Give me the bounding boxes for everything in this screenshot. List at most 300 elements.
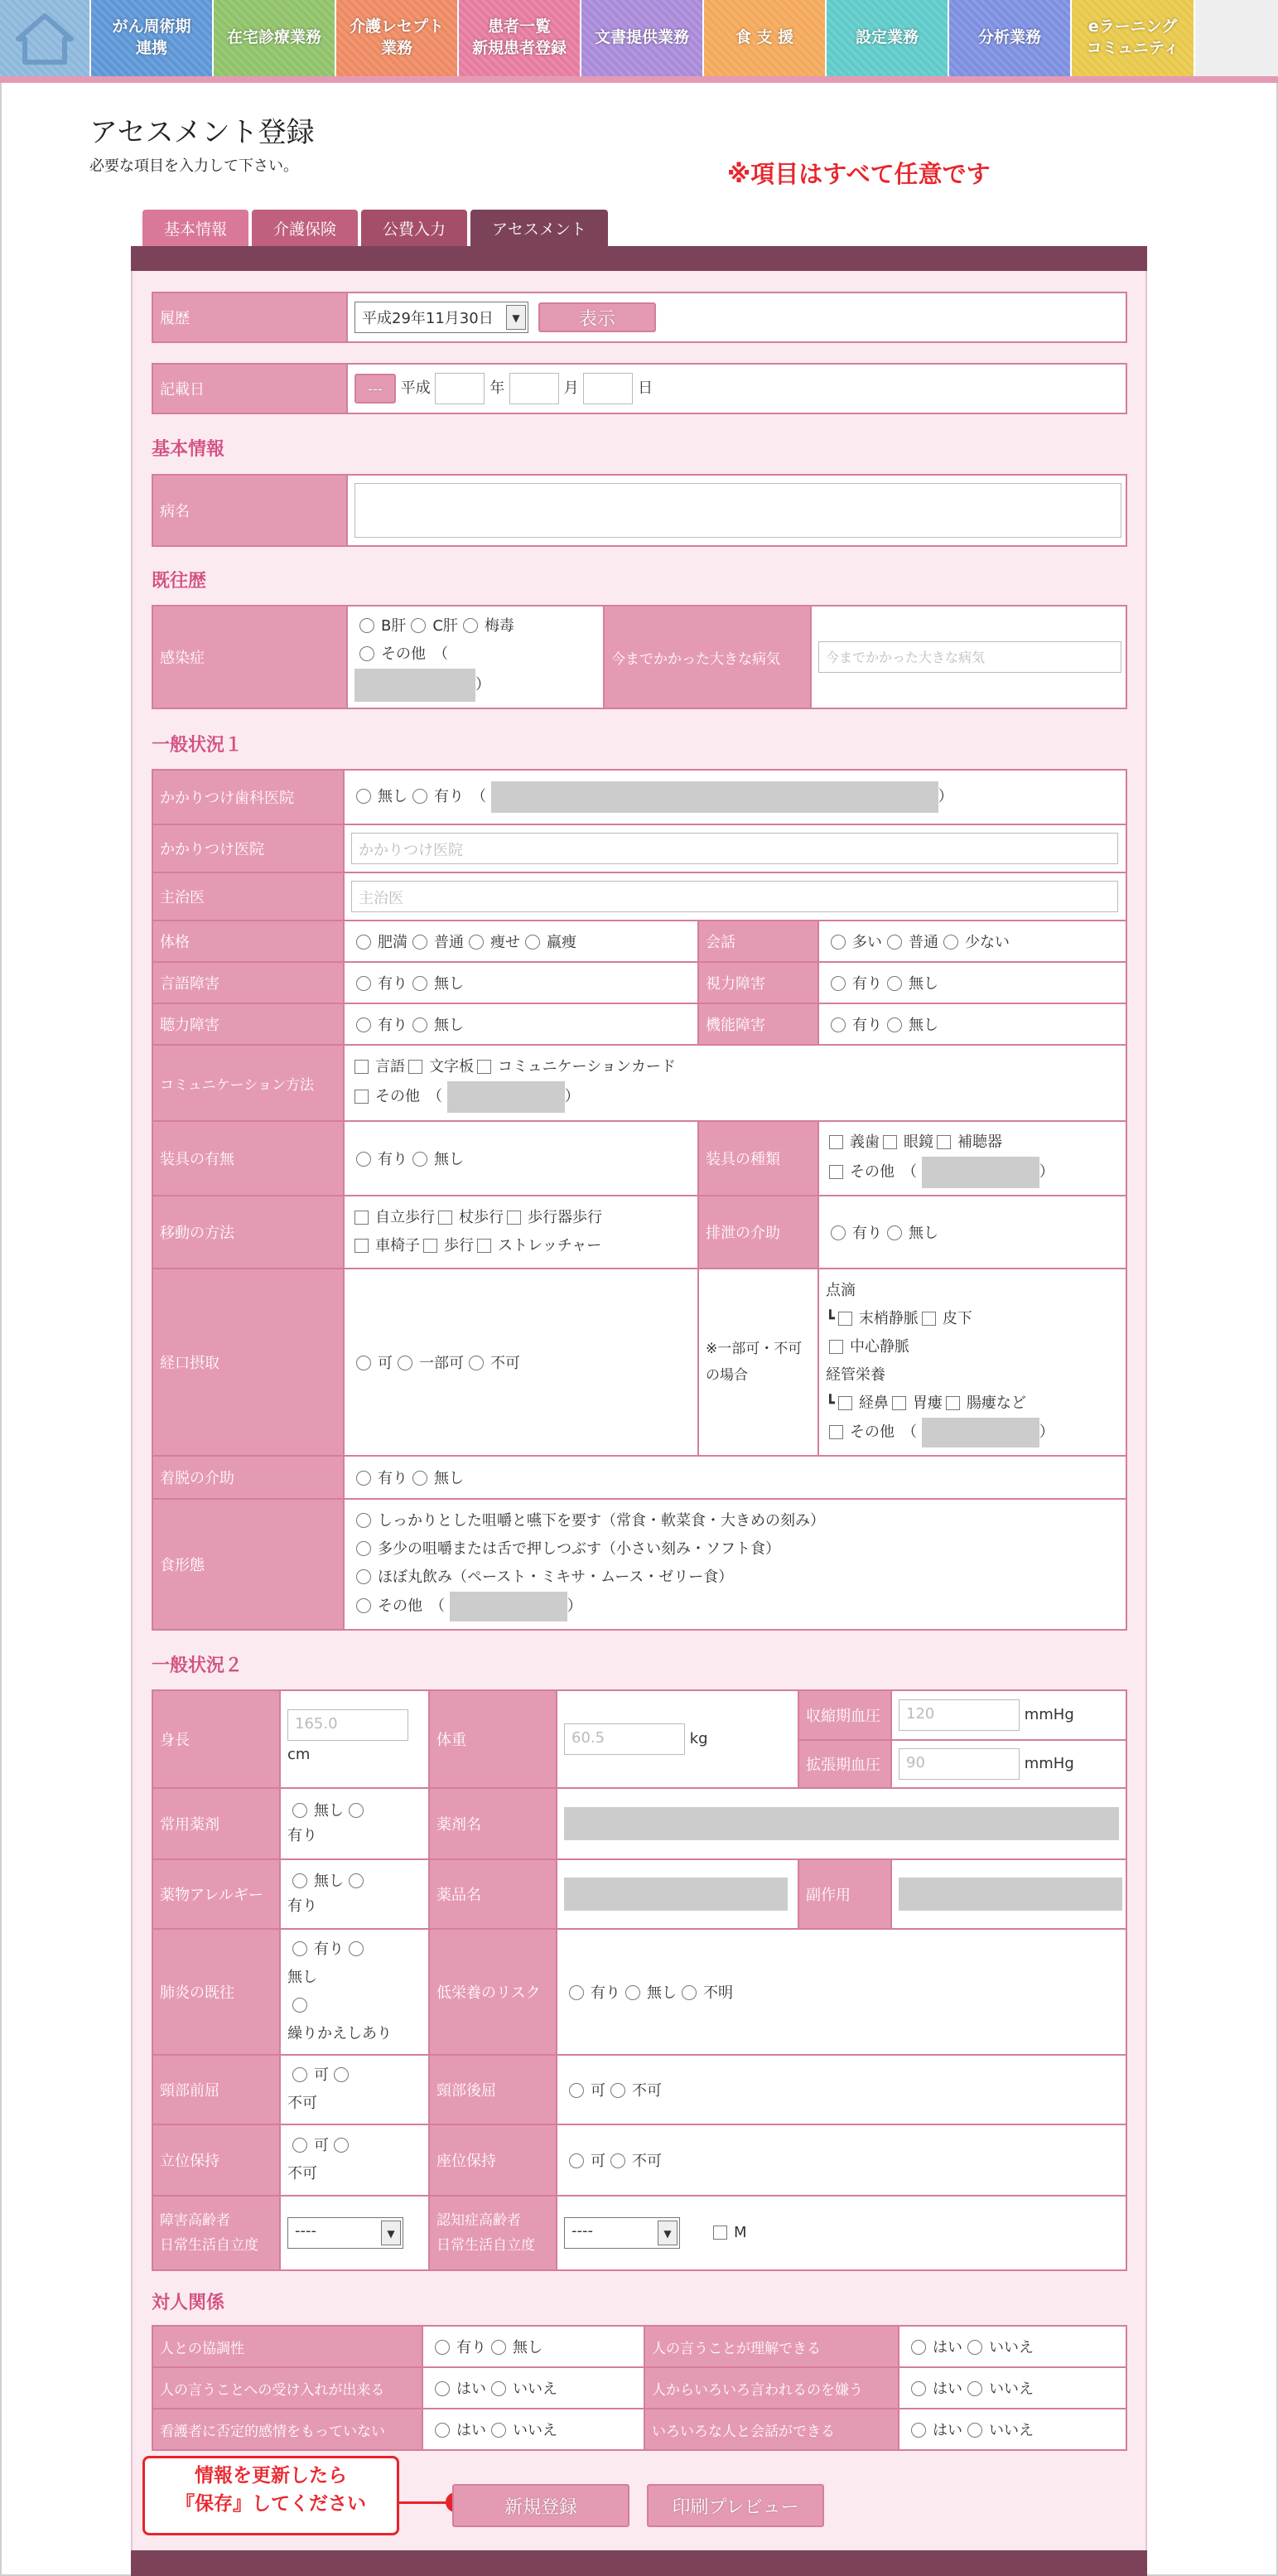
radio-excrete-no[interactable] [887,1225,902,1240]
disease-input[interactable] [354,483,1121,538]
excrete-label: 排泄の介助 [698,1196,818,1269]
func-label: 機能障害 [698,1003,818,1045]
radio-food-other[interactable] [356,1598,371,1613]
radio-talk-1[interactable] [887,935,902,950]
pneumonia-label: 肺炎の既往 [152,1929,280,2055]
disability-select[interactable] [287,2217,403,2249]
height-label: 身長 [152,1690,280,1788]
paren: （ [909,1423,917,1441]
nav-home-care[interactable]: 在宅診療業務 [214,0,336,76]
rel-label-1: 人の言うことへの受け入れが出来る [152,2367,422,2409]
radio-excrete-yes[interactable] [831,1225,846,1240]
drug-name-input[interactable] [564,1807,1119,1840]
day-label: 日 [638,379,653,397]
month-input[interactable] [509,373,559,404]
select-value: ---- [571,2222,593,2240]
radio-food-1[interactable] [356,1541,371,1556]
check-comm-other[interactable] [354,1090,369,1104]
opt-label: 無し [909,1017,938,1034]
tube-label: 経管栄養 [826,1366,885,1384]
opt-label: 歩行 [444,1237,474,1254]
radio-neckb-ng[interactable] [610,2083,625,2098]
radio-func-no[interactable] [887,1017,902,1032]
dental-label: かかりつけ歯科医院 [152,770,344,824]
opt-label: ストレッチャー [498,1237,602,1254]
radio-rel0-c[interactable] [911,2340,926,2355]
opt-label: 有り [456,2339,486,2356]
radio-oral-2[interactable] [469,1356,484,1370]
comm-other-input[interactable] [447,1081,565,1113]
radio-sit-ng[interactable] [610,2153,625,2168]
opt-label: 有り [591,1984,620,2002]
show-button[interactable]: 表示 [538,302,656,332]
page-subtitle: 必要な項目を入力して下さい。 [89,157,298,175]
chevron-down-icon: ▼ [506,305,526,330]
opt-label: 無し [434,1470,464,1487]
general1-table [152,769,1127,1631]
oral-note: ※一部可・不可の場合 [698,1269,818,1456]
register-button[interactable]: 新規登録 [452,2484,629,2527]
allergy-label: 薬物アレルギー [152,1859,280,1929]
callout-line1: 情報を更新したら [195,2465,347,2487]
opt-label: 可 [591,2153,605,2170]
check-tube-2[interactable] [946,1396,960,1410]
radio-pneu-yes[interactable] [292,1941,307,1956]
check-move-0[interactable] [354,1211,369,1225]
radio-equip-no[interactable] [412,1152,427,1167]
nav-food[interactable]: 食 支 援 [704,0,827,76]
opt-label: 普通 [909,934,938,951]
radio-dental-have[interactable] [412,789,427,804]
radio-syphilis[interactable] [463,618,478,633]
oral-label: 経口摂取 [152,1269,344,1456]
check-move-2[interactable] [507,1211,521,1225]
height-unit: cm [287,1746,311,1763]
radio-allergy-none[interactable] [292,1873,307,1888]
check-tube-1[interactable] [892,1396,906,1410]
check-equip-1[interactable] [883,1135,897,1149]
weight-label: 体重 [429,1690,557,1788]
radio-build-0[interactable] [356,935,371,950]
opt-label: 無し [513,2339,543,2356]
check-equip-0[interactable] [829,1135,843,1149]
opt-label: はい [933,2380,962,2398]
opt-label: 多い [852,934,882,951]
tab-assessment[interactable]: アセスメント [470,210,608,246]
nav-analysis[interactable]: 分析業務 [949,0,1072,76]
radio-dress-yes[interactable] [356,1471,371,1486]
product-input[interactable] [564,1878,788,1911]
opt-label: 無し [909,975,938,993]
opt-label: 腸瘻など [966,1394,1026,1412]
radio-func-yes[interactable] [831,1017,846,1032]
opt-label: 有り [287,1827,317,1844]
opt-label: はい [933,2422,962,2439]
radio-hearing-no[interactable] [412,1017,427,1032]
label-line: 認知症高齢者 [436,2212,521,2229]
radio-dental-none[interactable] [356,789,371,804]
check-drip-0[interactable] [838,1312,852,1326]
radio-vision-no[interactable] [887,976,902,991]
clinic-input[interactable]: かかりつけ医院 [351,833,1118,864]
opt-label: その他 [381,645,426,663]
opt-label: 無し [434,1151,464,1168]
opt-label: その他 [850,1423,895,1441]
dress-label: 着脱の介助 [152,1456,344,1499]
sbp-input[interactable]: 120 [899,1699,1020,1731]
disease-table [152,474,1127,547]
radio-rel2-a[interactable] [435,2423,450,2438]
opt-label: 有り [314,1940,344,1958]
opt-label: 無し [378,788,408,805]
nav-receipt[interactable]: 介護レセプト 業務 [336,0,459,76]
year-input[interactable] [435,373,485,404]
side-effect-label: 副作用 [798,1859,891,1929]
radio-b-liver[interactable] [359,618,374,633]
radio-sit-ok[interactable] [569,2153,584,2168]
opt-label: いいえ [989,2339,1034,2356]
opt-label: 眼鏡 [904,1133,933,1151]
dementia-select[interactable] [564,2217,680,2249]
radio-hearing-yes[interactable] [356,1017,371,1032]
opt-label: その他 [850,1163,895,1181]
history-select[interactable] [354,302,528,333]
opt-label: はい [456,2380,486,2398]
opt-label: 梅毒 [484,617,514,635]
radio-rel0-a[interactable] [435,2340,450,2355]
infection-other-input[interactable] [354,669,475,702]
check-move-5[interactable] [477,1239,491,1253]
check-equip-2[interactable] [937,1135,951,1149]
radio-malnut-0[interactable] [569,1985,584,2000]
nav-cancer[interactable]: がん周術期 連携 [91,0,214,76]
paren: （ [437,1597,445,1615]
nav-patients[interactable]: 患者一覧 新規患者登録 [459,0,581,76]
check-equip-other[interactable] [829,1165,843,1179]
opt-label: 末梢静脈 [858,1310,919,1327]
opt-label: 無し [287,1969,317,1986]
opt-label: 不可 [632,2082,662,2100]
radio-speech-no[interactable] [412,976,427,991]
chevron-down-icon: ▼ [381,2221,401,2245]
radio-food-0[interactable] [356,1513,371,1528]
radio-stand-ng[interactable] [334,2138,349,2153]
radio-speech-yes[interactable] [356,976,371,991]
radio-dress-no[interactable] [412,1471,427,1486]
opt-label: いいえ [513,2380,557,2398]
paren: ） [1039,1423,1054,1441]
radio-equip-yes[interactable] [356,1152,371,1167]
radio-med-have[interactable] [349,1803,364,1818]
malnut-label: 低栄養のリスク [429,1929,557,2055]
radio-rel1-d[interactable] [967,2381,982,2396]
check-tube-0[interactable] [838,1396,852,1410]
opt-label: 文字板 [429,1058,474,1075]
dental-name-input[interactable] [491,781,938,813]
radio-rel2-d[interactable] [967,2423,982,2438]
opt-label: 中心静脈 [850,1338,909,1356]
check-move-4[interactable] [423,1239,437,1253]
rel-rlabel-2: いろいろな人と会話ができる [644,2409,899,2450]
panel-top-bar [131,246,1147,271]
neck-back-label: 頸部後屈 [429,2055,557,2124]
radio-oral-0[interactable] [356,1356,371,1370]
branch-icon: ┗ [826,1310,835,1327]
opt-label: 可 [314,2137,329,2154]
year-label: 年 [489,379,505,397]
opt-label: 胃瘻 [912,1394,943,1412]
section-basic: 基本情報 [152,439,225,460]
notice-text: ※項目はすべて任意です [727,160,991,188]
radio-rel2-c[interactable] [911,2423,926,2438]
top-nav [0,0,1278,83]
radio-build-2[interactable] [469,935,484,950]
section-past: 既往歴 [152,571,207,592]
tab-public-expense[interactable]: 公費入力 [361,210,467,246]
check-central[interactable] [829,1340,843,1354]
opt-label: 無し [314,1802,344,1820]
branch-icon: ┗ [826,1394,835,1412]
doctor-label: 主治医 [152,872,344,921]
opt-label: 不可 [632,2153,662,2170]
opt-label: いいえ [989,2380,1034,2398]
check-move-1[interactable] [438,1211,452,1225]
opt-label: 可 [591,2082,605,2100]
radio-rel1-a[interactable] [435,2381,450,2396]
radio-rel0-b[interactable] [491,2340,506,2355]
day-input[interactable] [583,373,633,404]
opt-label: 痩せ [490,934,520,951]
hearing-label: 聴力障害 [152,1003,344,1045]
opt-label: ほぼ丸飲み（ペースト・ミキサ・ムース・ゼリー食） [378,1568,734,1586]
radio-med-none[interactable] [292,1803,307,1818]
food-label: 食形態 [152,1499,344,1630]
check-comm-2[interactable] [477,1060,491,1074]
radio-pneu-repeat[interactable] [292,1998,307,2013]
disability-label [152,2196,280,2270]
opt-label: 多少の咀嚼または舌で押しつぶす（小さい刻み・ソフト食） [378,1540,780,1558]
history-label: 履歴 [152,292,347,342]
equip-label: 装具の有無 [152,1121,344,1196]
opt-label: いいえ [989,2422,1034,2439]
neck-front-label: 頸部前屈 [152,2055,280,2124]
check-dementia-m[interactable] [713,2226,727,2240]
opt-label: 不明 [703,1984,733,2002]
food-other-input[interactable] [450,1592,567,1621]
callout-line2: 『保存』してください [176,2493,366,2515]
paren: （ [909,1163,917,1181]
opt-label: はい [456,2422,486,2439]
dementia-label [429,2196,557,2270]
opt-label: 一部可 [419,1355,464,1372]
check-move-3[interactable] [354,1239,369,1253]
radio-rel0-d[interactable] [967,2340,982,2355]
opt-label: 有り [378,1151,408,1168]
opt-label: 補聴器 [957,1133,1002,1151]
radio-pneu-no[interactable] [349,1941,364,1956]
chevron-down-icon: ▼ [658,2221,678,2245]
opt-label: 有り [378,1017,408,1034]
tab-basic[interactable]: 基本情報 [142,210,248,246]
section-personal: 対人関係 [152,2293,225,2313]
personal-table [152,2325,1127,2451]
tab-care-insurance[interactable]: 介護保険 [252,210,358,246]
opt-label: 有り [378,975,408,993]
paren: ） [938,788,953,805]
opt-label: 自立歩行 [375,1209,435,1226]
radio-infection-other[interactable] [359,646,374,661]
opt-label: 可 [378,1355,393,1372]
big-illness-label: 今までかかった大きな病気 [604,606,811,708]
paren: ） [475,676,490,694]
history-table [152,292,1127,343]
opt-label: 有り [378,1470,408,1487]
rel-rlabel-0: 人の言うことが理解できる [644,2326,899,2367]
opt-label: 無し [909,1225,938,1242]
drug-name-label: 薬剤名 [429,1788,557,1859]
radio-oral-1[interactable] [398,1356,412,1370]
opt-label: 繰りかえしあり [287,2025,392,2042]
radio-stand-ok[interactable] [292,2138,307,2153]
opt-label: 肥満 [378,934,408,951]
weight-input[interactable]: 60.5 [564,1723,685,1755]
page-title: アセスメント登録 [89,116,315,149]
rel-rlabel-1: 人からいろいろ言われるのを嫌う [644,2367,899,2409]
equip-other-input[interactable] [922,1157,1039,1188]
talk-label: 会話 [698,921,818,962]
label-line: 障害高齢者 [160,2212,230,2229]
print-preview-button[interactable]: 印刷プレビュー [647,2484,824,2527]
opt-label: 有り [852,1225,882,1242]
radio-rel1-b[interactable] [491,2381,506,2396]
opt-label: M [734,2224,747,2241]
check-comm-1[interactable] [408,1060,422,1074]
check-oral-other[interactable] [829,1425,843,1439]
dbp-label: 拡張期血圧 [798,1740,891,1788]
record-date-table [152,363,1127,414]
opt-label: 経鼻 [858,1394,889,1412]
stand-label: 立位保持 [152,2124,280,2196]
radio-c-liver[interactable] [411,618,426,633]
speech-label: 言語障害 [152,962,344,1003]
past-table [152,605,1127,709]
radio-talk-0[interactable] [831,935,846,950]
opt-label: 皮下 [942,1310,972,1327]
section-general2: 一般状況２ [152,1655,244,1676]
radio-neckb-ok[interactable] [569,2083,584,2098]
rel-label-2: 看護者に否定的感情をもっていない [152,2409,422,2450]
side-effect-input[interactable] [899,1878,1122,1911]
label-line: 日常生活自立度 [160,2237,258,2254]
vision-label: 視力障害 [698,962,818,1003]
panel-bottom-bar [131,2550,1147,2576]
doctor-input[interactable]: 主治医 [351,881,1118,912]
check-comm-0[interactable] [354,1060,369,1074]
select-value: ---- [295,2222,316,2240]
move-label: 移動の方法 [152,1196,344,1269]
opt-label: 羸痩 [547,934,576,951]
opt-label: 杖歩行 [459,1209,504,1226]
radio-talk-2[interactable] [943,935,958,950]
opt-label: コミュニケーションカード [498,1058,676,1075]
build-label: 体格 [152,921,344,962]
opt-label: はい [933,2339,962,2356]
opt-label: 有り [852,975,882,993]
paren: ） [564,1088,580,1105]
opt-label: 車椅子 [375,1237,420,1254]
radio-malnut-2[interactable] [682,1985,697,2000]
paren: ） [567,1597,582,1615]
radio-neckf-ng[interactable] [334,2067,349,2082]
opt-label: 言語 [375,1058,405,1075]
radio-rel2-b[interactable] [491,2423,506,2438]
opt-label: C肝 [432,617,458,635]
opt-label: その他 [378,1597,422,1615]
month-label: 月 [563,379,579,397]
opt-label: しっかりとした咀嚼と嚥下を要す（常食・軟菜食・大きめの刻み） [378,1512,825,1530]
history-value: 平成29年11月30日 [362,310,494,327]
opt-label: 有り [852,1017,882,1034]
save-callout [142,2456,399,2535]
nav-settings[interactable]: 設定業務 [827,0,949,76]
radio-allergy-have[interactable] [349,1873,364,1888]
opt-label: いいえ [513,2422,557,2439]
opt-label: 不可 [287,2095,317,2112]
nav-home[interactable] [0,0,91,76]
record-date-label: 記載日 [152,364,347,413]
paren: ） [1039,1163,1054,1181]
dbp-unit: mmHg [1024,1755,1074,1772]
big-illness-input[interactable]: 今までかかった大きな病気 [818,641,1121,673]
radio-build-1[interactable] [412,935,427,950]
sbp-label: 収縮期血圧 [798,1690,891,1740]
rel-label-0: 人との協調性 [152,2326,422,2367]
nav-elearning[interactable]: eラーニング コミュニティ [1072,0,1195,76]
radio-build-3[interactable] [525,935,540,950]
radio-vision-yes[interactable] [831,976,846,991]
dbp-input[interactable]: 90 [899,1748,1020,1780]
era-label: 平成 [400,379,431,397]
clinic-label: かかりつけ医院 [152,824,344,872]
nav-documents[interactable]: 文書提供業務 [581,0,704,76]
opt-label: 有り [434,788,464,805]
oral-other-input[interactable] [922,1418,1039,1447]
med-label: 常用薬剤 [152,1788,280,1859]
general2-table [152,1689,1127,2271]
radio-rel1-c[interactable] [911,2381,926,2396]
disease-label: 病名 [152,475,347,546]
comm-label: コミュニケーション方法 [152,1045,344,1121]
radio-neckf-ok[interactable] [292,2067,307,2082]
calendar-button[interactable]: --- [354,374,396,404]
radio-malnut-1[interactable] [625,1985,640,2000]
weight-unit: kg [689,1730,708,1747]
height-input[interactable]: 165.0 [287,1709,408,1741]
section-general1: 一般状況１ [152,735,244,756]
opt-label: 不可 [287,2165,317,2182]
product-label: 薬品名 [429,1859,557,1929]
home-icon [12,9,78,67]
check-drip-1[interactable] [922,1312,936,1326]
sbp-unit: mmHg [1024,1706,1074,1723]
opt-label: B肝 [381,617,407,635]
radio-food-2[interactable] [356,1569,371,1584]
tab-bar [142,210,608,246]
paren: （ [435,1088,442,1105]
opt-label: 不可 [490,1355,520,1372]
opt-label: 普通 [434,934,464,951]
opt-label: 歩行器歩行 [528,1209,602,1226]
